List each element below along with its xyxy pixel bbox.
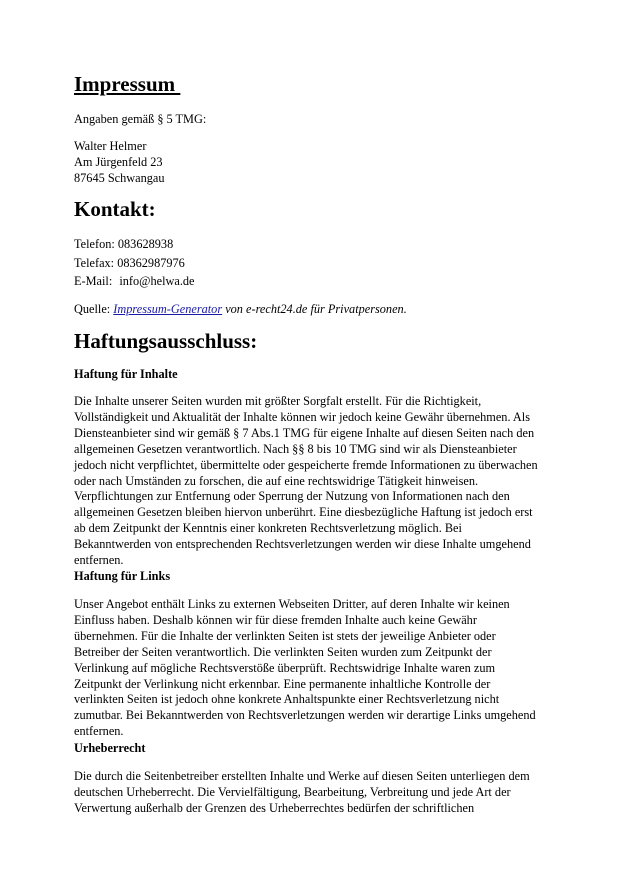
phone-label: Telefon: (74, 237, 115, 251)
paragraph-line: übernehmen. Für die Inhalte der verlinkten Seiten ist stets der jeweilige Anbieter oder (74, 628, 496, 643)
haftung-inhalte-heading: Haftung für Inhalte (74, 367, 178, 381)
paragraph-line: ab dem Zeitpunkt der Kenntnis einer konkreten Rechtsverletzung möglich. Bei (74, 521, 462, 536)
paragraph-line: entfernen. (74, 553, 124, 568)
paragraph-line: Die durch die Seitenbetreiber erstellten Inhalte und Werke auf diesen Seiten unterliegen dem (74, 769, 530, 783)
email-row (74, 272, 195, 291)
fax-value: 08362987976 (117, 255, 185, 270)
urheberrecht-text (74, 769, 614, 817)
address-block (74, 138, 165, 186)
paragraph-line: allgemeinen Gesetzen bleiben hiervon unberührt. Eine diesbezügliche Haftung ist jedoch erst (74, 505, 533, 520)
paragraph-line: verlinkten Seiten ist jedoch ohne konkrete Anhaltspunkte einer Rechtsverletzung nicht (74, 692, 500, 707)
paragraph-line: Die Inhalte unserer Seiten wurden mit größter Sorgfalt erstellt. Für die Richtigkeit, (74, 394, 482, 408)
paragraph-line: jedoch nicht verpflichtet, übermittelte oder gespeicherte fremde Informationen zu überwachen (74, 457, 538, 472)
paragraph-line: zumutbar. Bei Bekanntwerden von Rechtsverletzungen werden wir derartige Links umgehend (74, 708, 536, 723)
haftung-links-heading: Haftung für Links (74, 569, 171, 583)
paragraph-line: allgemeinen Gesetzen verantwortlich. Nach §§ 8 bis 10 TMG sind wir als Diensteanbieter (74, 441, 517, 456)
paragraph-line: Diensteanbieter sind wir gemäß § 7 Abs.1 TMG für eigene Inhalte auf diesen Seiten nach den (74, 425, 535, 440)
paragraph-line: Zeitpunkt der Verlinkung nicht erkennbar. Eine permanente inhaltliche Kontrolle der (74, 676, 491, 691)
email-label: E-Mail: (74, 274, 113, 288)
quelle-suffix: von e-recht24.de für Privatpersonen. (225, 302, 407, 316)
phone-value: 083628938 (117, 237, 174, 251)
contact-block (74, 235, 195, 291)
address-city: 87645 Schwangau (74, 171, 165, 185)
paragraph-line: deutschen Urheberrecht. Die Vervielfältigung, Bearbeitung, Verbreitung und jede Art der (74, 784, 511, 799)
paragraph-line: oder nach Umständen zu forschen, die auf eine rechtswidrige Tätigkeit hinweisen. (74, 473, 479, 488)
quelle-label: Quelle: (74, 302, 111, 316)
haftung-inhalte-text (74, 394, 614, 569)
email-value: info@helwa.de (119, 274, 195, 288)
paragraph-line: Bekanntwerden von entsprechenden Rechtsverletzungen werden wir diese Inhalte umgehend (74, 537, 531, 552)
paragraph-line: Betreiber der Seiten verantwortlich. Die verlinkten Seiten wurden zum Zeitpunkt der (74, 644, 492, 659)
haftung-links-text (74, 597, 614, 740)
impressum-intro: Angaben gemäß § 5 TMG: (74, 112, 207, 126)
paragraph-line: Einfluss haben. Deshalb können wir für diese fremden Inhalte auch keine Gewähr (74, 612, 477, 627)
quelle-line (74, 301, 407, 317)
address-name: Walter Helmer (74, 139, 147, 153)
paragraph-line: Verlinkung auf mögliche Rechtsverstöße überprüft. Rechtswidrige Inhalte waren zum (74, 660, 496, 675)
phone-row (74, 235, 195, 254)
kontakt-title: Kontakt: (74, 197, 156, 221)
paragraph-line: Verwertung außerhalb der Grenzen des Urheberrechtes bedürfen der schriftlichen (74, 800, 475, 815)
haftung-title: Haftungsausschluss: (74, 329, 258, 353)
fax-row (74, 254, 195, 273)
paragraph-line: entfernen. (74, 724, 124, 739)
fax-label: Telefax: (74, 255, 115, 270)
address-street: Am Jürgenfeld 23 (74, 155, 163, 169)
impressum-generator-link[interactable]: Impressum-Generator (113, 302, 223, 316)
impressum-title: Impressum (74, 72, 181, 96)
paragraph-line: Vollständigkeit und Aktualität der Inhalte können wir jedoch keine Gewähr übernehmen. Als (74, 409, 531, 424)
paragraph-line: Unser Angebot enthält Links zu externen Webseiten Dritter, auf deren Inhalte wir keinen (74, 597, 510, 611)
paragraph-line: Verpflichtungen zur Entfernung oder Sperrung der Nutzung von Informationen nach den (74, 489, 510, 504)
urheberrecht-heading: Urheberrecht (74, 741, 146, 755)
